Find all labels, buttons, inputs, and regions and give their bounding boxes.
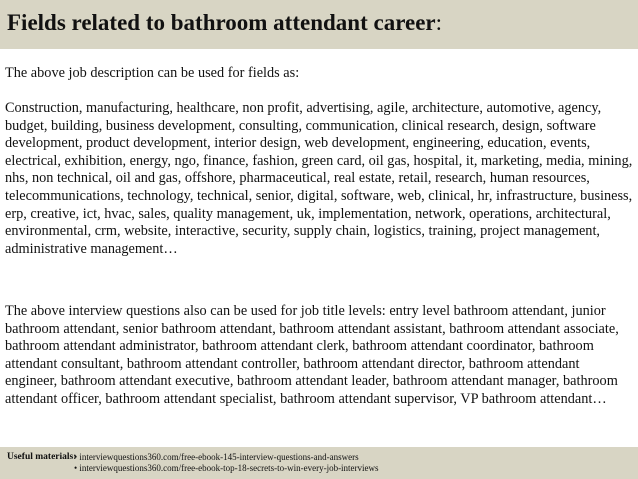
- job-levels-paragraph: The above interview questions also can be used for job title levels: entry level bathroom attendant, junior bathroom attendant, senior bathroom attendant, bathroom attendant assistant, bathroom attendant associate, bathroom attendant administrator, bathroom attendant clerk, bathroom attendant coordinator, bathroom attendant consultant, bathroom attendant controller, bathroom attendant director, bathroom attendant engineer, bathroom attendant executive, bathroom attendant leader, bathroom attendant manager, bathroom attendant officer, bathroom attendant specialist, bathroom attendant supervisor, VP bathroom attendant…: [5, 303, 619, 407]
- slide-title-colon: :: [435, 10, 443, 35]
- footer-bar: [0, 447, 638, 479]
- footer-link-2[interactable]: • interviewquestions360.com/free-ebook-top-18-secrets-to-win-every-job-interviews: [74, 463, 379, 473]
- useful-materials-label: Useful materials:: [7, 452, 77, 462]
- useful-materials-links: [74, 452, 379, 474]
- slide-title: [7, 10, 442, 36]
- intro-text: The above job description can be used for fields as:: [5, 65, 300, 81]
- footer-link-1[interactable]: • interviewquestions360.com/free-ebook-145-interview-questions-and-answers: [74, 452, 359, 462]
- fields-paragraph: Construction, manufacturing, healthcare, non profit, advertising, agile, architecture, automotive, agency, budget, building, business development, consulting, communication, clinical research, design, software development, product development, interior design, web development, engineering, education, events, electrical, exhibition, energy, ngo, finance, fashion, green card, oil gas, hospital, it, marketing, media, mining, nhs, non technical, oil and gas, offshore, pharmaceutical, real estate, retail, research, human resources, telecommunications, technology, technical, senior, digital, software, web, clinical, hr, infrastructure, business, erp, creative, ict, hvac, sales, quality management, uk, implementation, network, operations, architectural, environmental, crm, website, interactive, security, supply chain, logistics, training, project management, administrative management…: [5, 100, 633, 257]
- slide-title-text: Fields related to bathroom attendant career: [7, 10, 436, 35]
- title-bar: [0, 0, 638, 49]
